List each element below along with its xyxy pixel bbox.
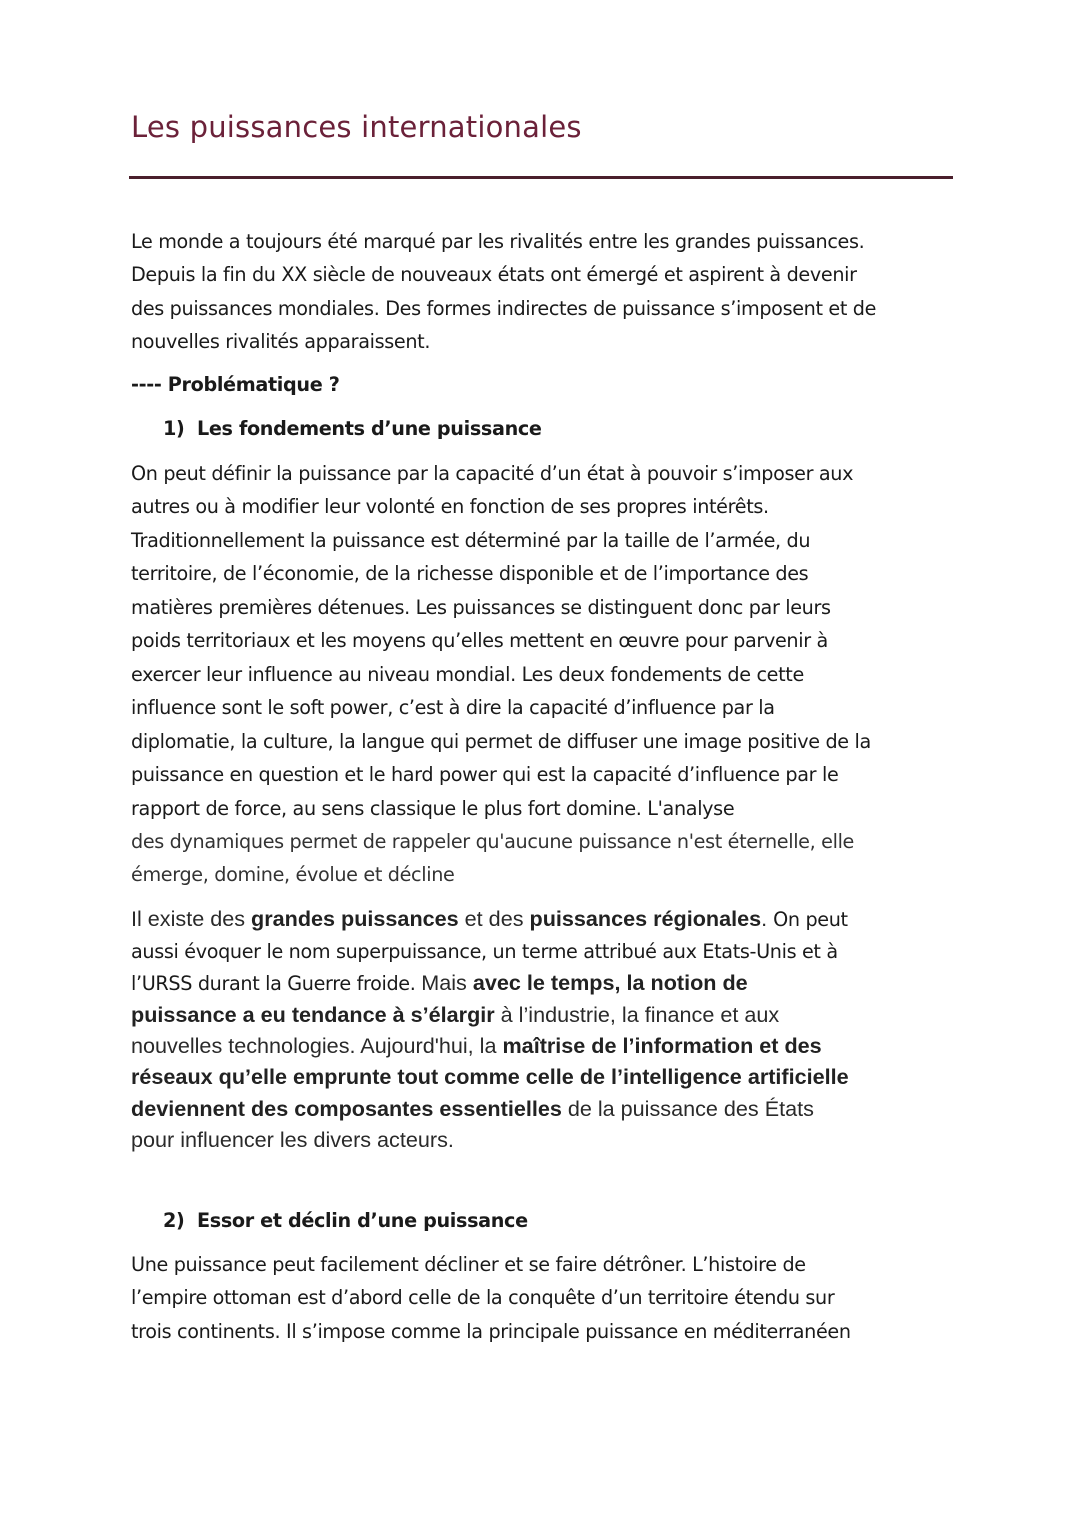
bold-text: réseaux qu’elle emprunte tout comme celle de l’intelligence artificielle xyxy=(131,1064,849,1090)
bold-text: avec le temps, la notion de xyxy=(472,970,748,996)
paragraph-line: trois continents. Il s’impose comme la principale puissance en méditerranéen xyxy=(131,1319,851,1343)
text-run: Il existe des xyxy=(131,906,252,931)
paragraph-line: territoire, de l’économie, de la richesse disponible et de l’importance des xyxy=(131,562,809,586)
title-divider xyxy=(129,176,953,179)
paragraph-line: l’empire ottoman est d’abord celle de la conquête d’un territoire étendu sur xyxy=(131,1286,835,1310)
paragraph-line: matières premières détenues. Les puissances se distinguent donc par leurs xyxy=(131,595,831,619)
section-2-heading xyxy=(163,1206,528,1236)
paragraph-line: poids territoriaux et les moyens qu’elles mettent en œuvre pour parvenir à xyxy=(131,629,828,653)
bold-text: maîtrise de l’information et des xyxy=(502,1033,822,1059)
bold-text: grandes puissances xyxy=(251,906,459,931)
text-run: pour influencer les divers acteurs. xyxy=(131,1126,454,1152)
bold-text: puissances régionales xyxy=(529,906,762,931)
text-run: aussi évoquer le nom superpuissance, un terme attribué aux Etats-Unis et à xyxy=(131,940,838,964)
bold-text: deviennent des composantes essentielles xyxy=(131,1095,562,1121)
paragraph-line: influence sont le soft power, c’est à dire la capacité d’influence par la xyxy=(131,696,775,720)
paragraph-line: Une puissance peut facilement décliner et se faire détrôner. L’histoire de xyxy=(131,1253,806,1276)
section-1-title: Les fondements d’une puissance xyxy=(197,417,542,440)
paragraph-line: Traditionnellement la puissance est déterminé par la taille de l’armée, du xyxy=(131,528,811,552)
paragraph-line: diplomatie, la culture, la langue qui permet de diffuser une image positive de la xyxy=(131,729,871,753)
intro-paragraph xyxy=(131,225,961,359)
text-run: . xyxy=(761,906,774,931)
section-2-number: 2) xyxy=(163,1209,185,1232)
paragraph-line: On peut définir la puissance par la capacité d’un état à pouvoir s’imposer aux xyxy=(131,462,854,485)
intro-line: Le monde a toujours été marqué par les rivalités entre les grandes puissances. xyxy=(131,230,865,253)
problematique-heading: ---- Problématique ? xyxy=(131,373,340,396)
section-1-paragraph xyxy=(131,457,961,892)
text-run: Mais xyxy=(421,970,473,996)
paragraph-line: rapport de force, au sens classique le plus fort domine. L'analyse xyxy=(131,796,735,820)
paragraph-line: émerge, domine, évolue et décline xyxy=(131,863,455,887)
section-1-number: 1) xyxy=(163,417,185,440)
paragraph-line: des dynamiques permet de rappeler qu'aucune puissance n'est éternelle, elle xyxy=(131,829,855,853)
intro-line: des puissances mondiales. Des formes indirectes de puissance s’imposent et de xyxy=(131,296,877,320)
paragraph-line: exercer leur influence au niveau mondial. Les deux fondements de cette xyxy=(131,662,804,686)
text-run: l’URSS durant la Guerre froide. xyxy=(131,972,422,996)
page-title: Les puissances internationales xyxy=(131,110,582,144)
text-run: et des xyxy=(458,906,530,931)
bold-text: puissance a eu tendance à s’élargir xyxy=(131,1002,495,1028)
text-run: On peut xyxy=(773,908,848,931)
section-2-paragraph xyxy=(131,1248,961,1348)
intro-line: nouvelles rivalités apparaissent. xyxy=(131,330,431,354)
text-run: de la puissance des États xyxy=(561,1095,814,1121)
paragraph-line: puissance en question et le hard power qui est la capacité d’influence par le xyxy=(131,763,839,787)
text-run: nouvelles technologies. Aujourd'hui, la xyxy=(131,1033,503,1059)
intro-line: Depuis la fin du XX siècle de nouveaux états ont émergé et aspirent à devenir xyxy=(131,263,857,287)
section-2-title: Essor et déclin d’une puissance xyxy=(197,1209,528,1232)
text-run: à l’industrie, la finance et aux xyxy=(494,1002,780,1028)
section-1-heading xyxy=(163,414,542,444)
powers-paragraph xyxy=(131,903,961,1155)
paragraph-line: autres ou à modifier leur volonté en fonction de ses propres intérêts. xyxy=(131,495,769,519)
